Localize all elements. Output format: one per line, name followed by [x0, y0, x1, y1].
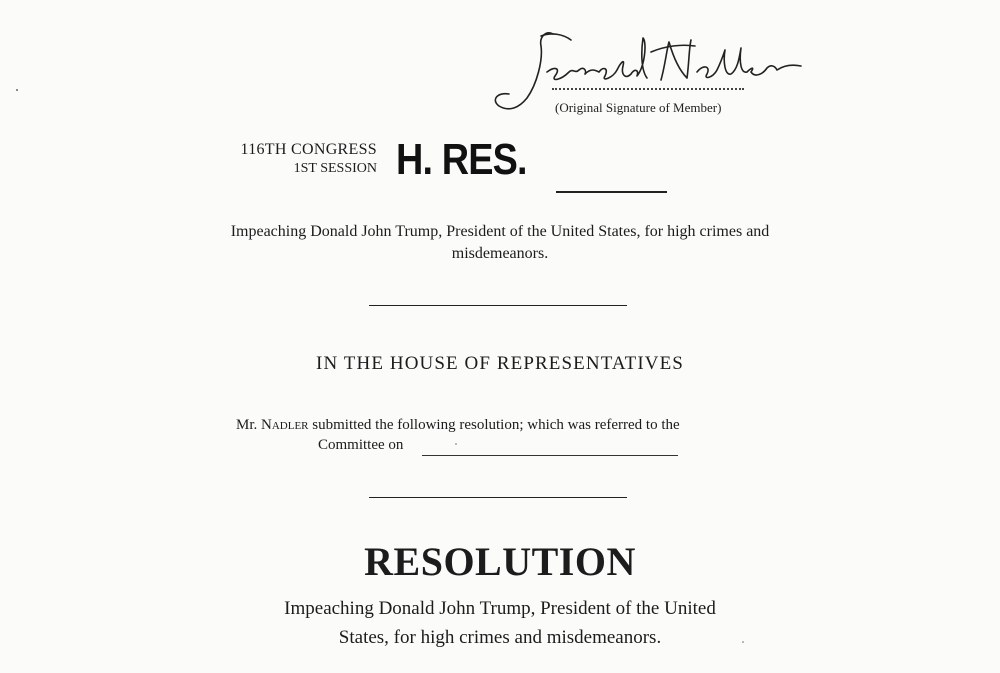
bill-type: H. RES.: [396, 135, 527, 184]
resolution-heading: RESOLUTION: [364, 539, 636, 584]
member-prefix: Mr.: [236, 417, 258, 433]
short-title: Impeaching Donald John Trump, President of the United States, for high crimes and misdemeanors.: [230, 223, 770, 262]
committee-label: Committee on: [318, 437, 404, 453]
signature-caption: (Original Signature of Member): [555, 100, 722, 115]
chamber-heading: IN THE HOUSE OF REPRESENTATIVES: [316, 353, 684, 374]
submission-text: submitted the following resolution; which was referred to the: [312, 417, 680, 433]
session-number: 1ST SESSION: [293, 161, 377, 176]
resolution-text-line: States, for high crimes and misdemeanors.: [338, 627, 662, 648]
member-name: Nadler: [261, 417, 309, 433]
resolution-text-line: Impeaching Donald John Trump, President of the United: [284, 598, 716, 619]
congress-number: 116TH CONGRESS: [240, 141, 377, 158]
